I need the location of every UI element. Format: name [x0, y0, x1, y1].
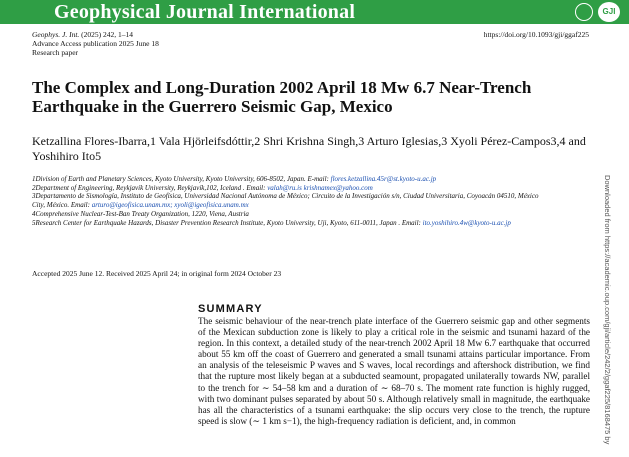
email-link[interactable]: valah@ru.is krishnamex@yahoo.com: [267, 183, 373, 192]
affiliation-item: 5Research Center for Earthquake Hazards, Disaster Prevention Research Institute, Kyoto University, Uji, Kyoto, 611-0011, Japan . Email: ito.yoshihiro.4w@kyoto-u.ac.jp: [32, 218, 511, 227]
email-link[interactable]: arturo@igeofisica.unam.mx; xyoli@igeofisica.unam.mx: [91, 201, 249, 210]
advance-access: Advance Access publication 2025 June 18: [32, 39, 159, 48]
citation-details: (2025) 242, 1–14: [81, 30, 134, 39]
summary-text: The seismic behaviour of the near-trench plate interface of the Guerrero seismic gap and other segments of the Mexican subduction zone is likely to play a critical role in the seismic and tsunami hazard of the region. In this context, a detailed study of the near-trench 2002 April 18 Mw 6.7 earthquake that occurred about 55 km off the coast of Guerrero and generated a small tsunami attains particular importance. From an analysis of the teleseismic P waves and S waves, local recordings and aftershock distribution, we find that the rupture most likely began at a subducted seamount, propagated unilaterally towards NW, parallel to the trench for ∼ 54–58 km and a duration of ∼ 68–70 s. The moment rate function is highly rugged, with two dominant pulses separated by about 50 s. Although relatively small in magnitude, the earthquake has all the characteristics of a tsunami earthquake: the slip occurs very close to the trench, the rupture speed is slow (∼ 1 km s−1), the high-frequency radiation is deficient, and, in common: [198, 316, 590, 426]
doi-link[interactable]: https://doi.org/10.1093/gji/ggaf225: [483, 30, 589, 39]
email-link[interactable]: ito.yoshihiro.4w@kyoto-u.ac.jp: [422, 218, 511, 227]
email-link[interactable]: flores.ketzallina.45r@st.kyoto-u.ac.jp: [330, 175, 437, 183]
accepted-dates: Accepted 2025 June 12. Received 2025 April 24; in original form 2024 October 23: [32, 269, 282, 278]
download-watermark: [601, 175, 613, 457]
affiliation-item: 2Department of Engineering, Reykjavík University, Reykjavík,102, Iceland . Email: valah@ru.is krishnamex@yahoo.com: [32, 183, 373, 192]
journal-abbrev: Geophys. J. Int.: [32, 30, 80, 39]
summary-heading: SUMMARY: [198, 303, 263, 315]
affiliation-item: 3Departamento de Sismología, Instituto de Geofísica, Universidad Nacional Autónoma de México; Circuito de la Investigación s/n, Ciudad Universitaria, Coyoacán 04510, México City, México. Email: arturo@igeofisica.unam.mx; xyoli@igeofisica.unam.mx: [32, 192, 539, 210]
article-title: The Complex and Long-Duration 2002 April 18 Mw 6.7 Near-Trench Earthquake in the Guerrero Seismic Gap, Mexico: [32, 78, 532, 116]
article-type: Research paper: [32, 48, 79, 57]
journal-logo-icon: GJI: [598, 2, 620, 22]
affiliation-item: 1Division of Earth and Planetary Sciences, Kyoto University, Kyoto University, 606-8502, Japan. E-mail: flores.ketzallina.45r@st.kyoto-u.ac.jp: [32, 175, 437, 183]
affiliation-item: 4Comprehensive Nuclear-Test-Ban Treaty Organization, 1220, Viena, Austria: [32, 209, 249, 218]
download-note: Downloaded from https://academic.oup.com/gji/article/242/2/ggaf225/8168475 by: [603, 175, 612, 445]
journal-banner: [0, 0, 629, 24]
affiliations: [32, 175, 552, 227]
journal-title: Geophysical Journal International: [54, 1, 356, 23]
citation-block: [32, 30, 159, 57]
author-list: Ketzallina Flores-Ibarra,1 Vala Hjörleifsdóttir,2 Shri Krishna Singh,3 Arturo Iglesias,3 Xyoli Pérez-Campos3,4 and Yoshihiro Ito5: [32, 134, 586, 163]
society-logo-icon: [575, 3, 593, 21]
